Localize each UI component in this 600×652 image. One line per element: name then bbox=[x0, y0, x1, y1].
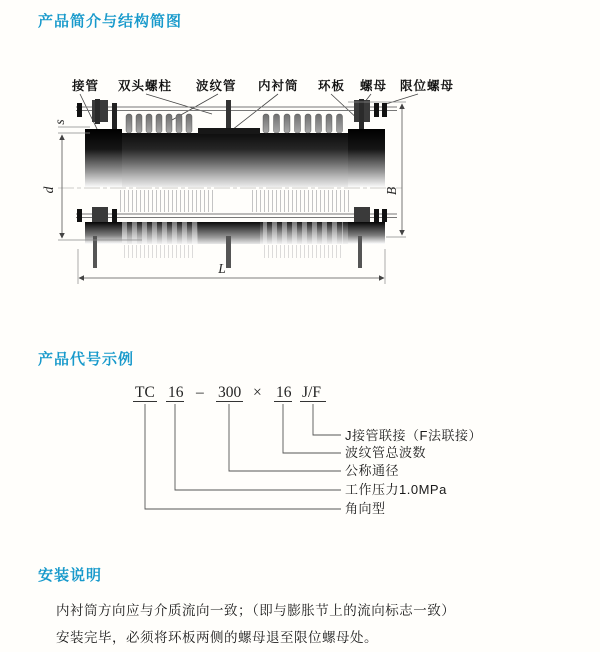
anno-nominal-diameter: 公称通径 bbox=[345, 463, 400, 478]
dimension-s bbox=[52, 119, 90, 133]
anno-wave-count: 波纹管总波数 bbox=[345, 445, 427, 460]
section-title-intro: 产品简介与结构简图 bbox=[38, 13, 183, 30]
anno-working-pressure: 工作压力1.0MPa bbox=[345, 482, 447, 497]
bellows-group-left bbox=[126, 114, 192, 133]
code-seg-times: × bbox=[253, 384, 262, 401]
joint-body-lower bbox=[85, 222, 385, 244]
anno-connection: J接管联接（F法联接） bbox=[345, 428, 482, 443]
code-annotations bbox=[345, 428, 482, 516]
svg-text:B: B bbox=[384, 186, 399, 196]
label-bellows: 波纹管 bbox=[196, 79, 237, 93]
code-segments bbox=[135, 384, 321, 401]
installation-line-1: 内衬筒方向应与介质流向一致；（即与膨胀节上的流向标志一致） bbox=[56, 603, 456, 618]
code-seg-dash: – bbox=[196, 384, 204, 401]
anno-angular-type: 角向型 bbox=[345, 501, 386, 516]
installation-line-2: 安装完毕，必须将环板两侧的螺母退至限位螺母处。 bbox=[56, 630, 378, 645]
section-title-code: 产品代号示例 bbox=[38, 351, 135, 368]
svg-text:d: d bbox=[41, 186, 56, 194]
label-connecting-pipe: 接管 bbox=[72, 79, 100, 93]
code-seg-connection: J/F bbox=[302, 384, 321, 401]
code-seg-diameter: 300 bbox=[218, 384, 242, 401]
code-seg-waves: 16 bbox=[276, 384, 292, 401]
label-nut: 螺母 bbox=[360, 79, 388, 93]
label-inner-liner: 内衬筒 bbox=[258, 79, 299, 93]
code-connectors bbox=[145, 404, 341, 509]
label-limit-nut: 限位螺母 bbox=[400, 79, 455, 93]
code-seg-type: TC bbox=[135, 384, 155, 401]
part-labels bbox=[71, 78, 454, 93]
label-ring-plate: 环板 bbox=[318, 79, 346, 93]
bellows-group-right bbox=[263, 114, 343, 133]
structure-diagram bbox=[0, 65, 600, 300]
label-double-end-stud: 双头螺柱 bbox=[118, 79, 173, 93]
section-title-install: 安装说明 bbox=[38, 567, 103, 584]
joint-body-upper bbox=[85, 128, 385, 187]
svg-text:s: s bbox=[52, 119, 67, 125]
code-seg-pressure: 16 bbox=[168, 384, 184, 401]
tie-rod-bottom bbox=[76, 214, 397, 218]
tie-rod-top bbox=[76, 107, 397, 111]
svg-text:L: L bbox=[218, 261, 226, 276]
product-code-diagram bbox=[0, 375, 600, 525]
installation-notes bbox=[56, 597, 455, 651]
